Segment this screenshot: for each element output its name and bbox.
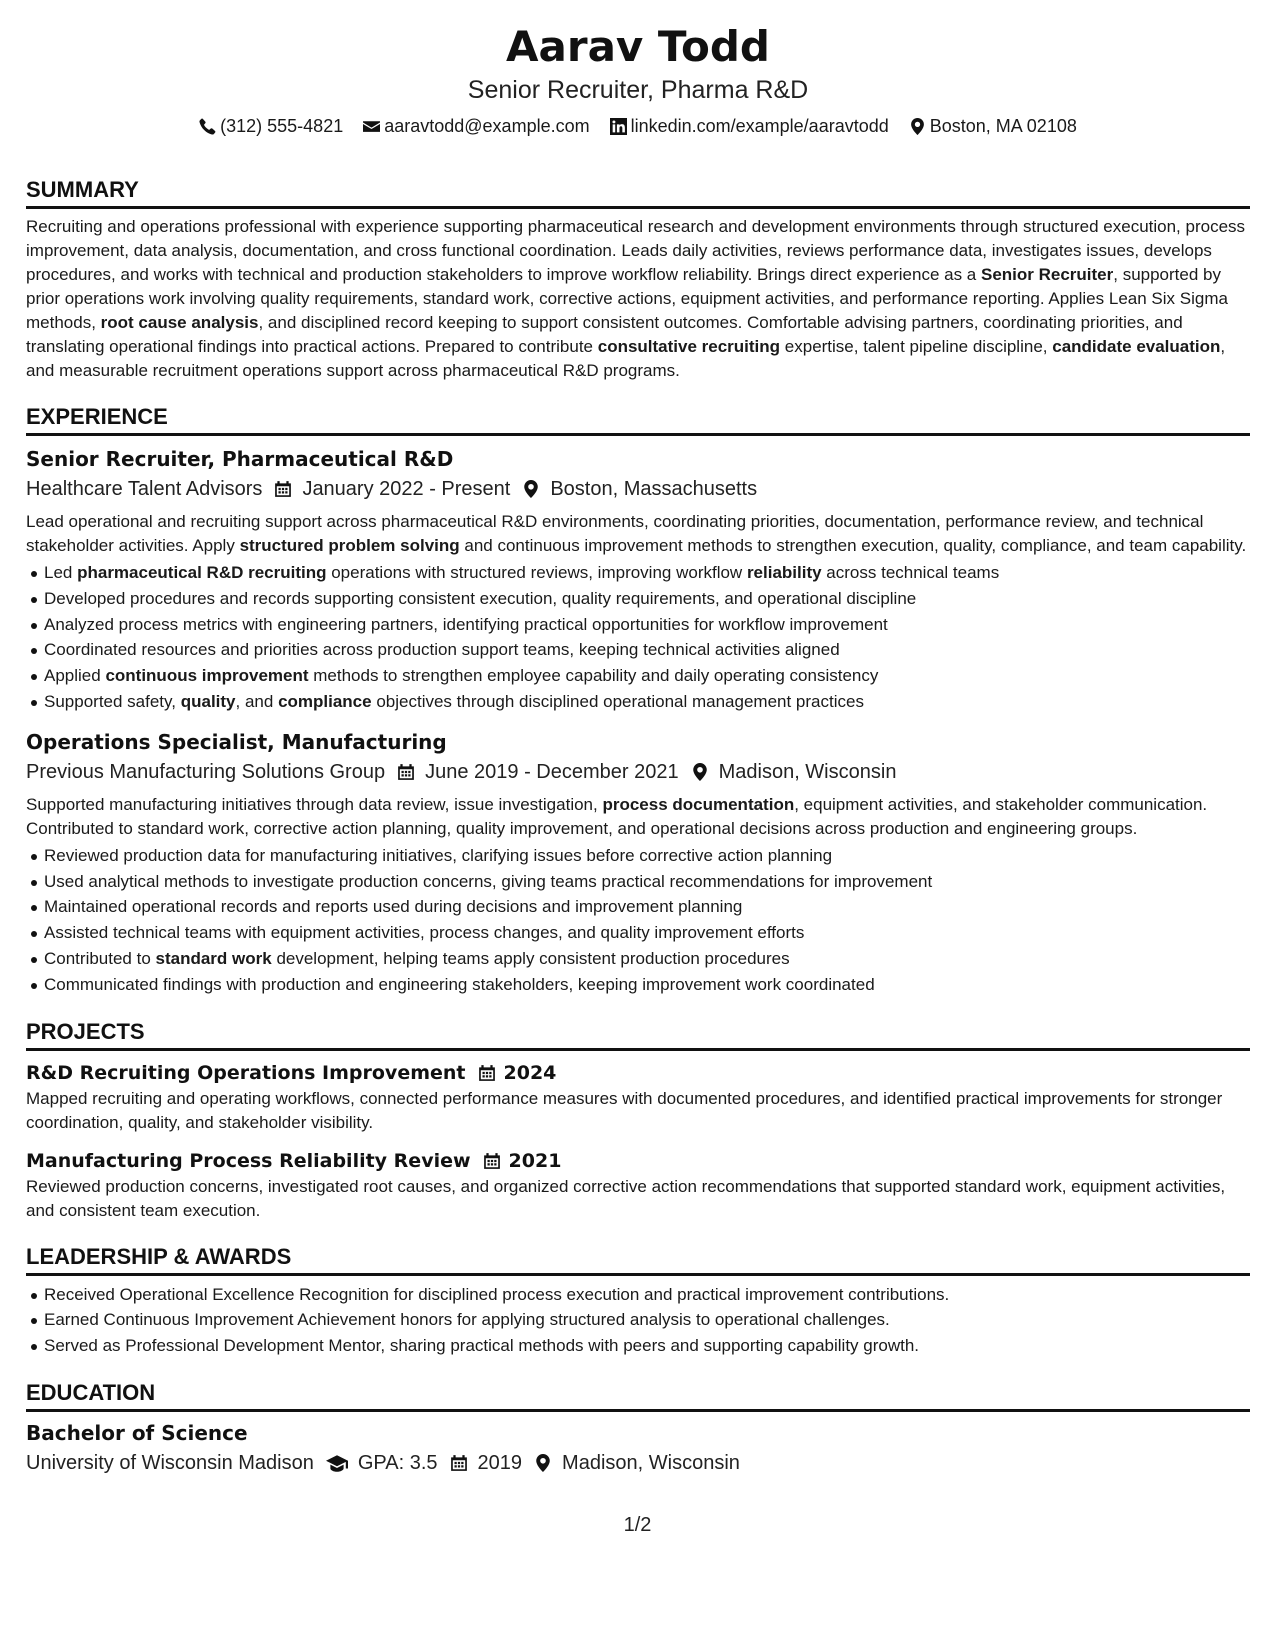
- project-description: Reviewed production concerns, investigated root causes, and organized corrective action recommendations that supported standard work, equipment activities, and consistent team execution.: [26, 1176, 1226, 1220]
- list-item: Maintained operational records and reports used during decisions and improvement planning: [44, 894, 1250, 920]
- job-bullets: [26, 560, 1250, 715]
- project-header: [26, 1059, 1250, 1087]
- list-item: Used analytical methods to investigate production concerns, giving teams practical recommendations for improvement: [44, 869, 1250, 895]
- job-title: Operations Specialist, Manufacturing: [26, 729, 447, 754]
- list-item: Served as Professional Development Mentor, sharing practical methods with peers and supporting capability growth.: [44, 1333, 1250, 1359]
- section-title-education: EDUCATION: [26, 1379, 1250, 1412]
- project-title: R&D Recruiting Operations Improvement: [26, 1061, 466, 1084]
- summary-text: Recruiting and operations professional with experience supporting pharmaceutical research and development environments through structured execution, process improvement, data analysis, documentation, and cross functional coordination. Leads daily activities, reviews performance data, investigates issues, develops procedures, and works with technical and production stakeholders to improve workflow reliability. Brings direct experience as a Senior Recruiter, supported by prior operations work involving quality requirements, standard work, corrective actions, equipment activities, and performance reporting. Applies Lean Six Sigma methods, root cause analysis, and disciplined record keeping to support consistent outcomes. Comfortable advising partners, coordinating priorities, and translating operational findings into practical actions. Prepared to contribute consultative recruiting expertise, talent pipeline discipline, candidate evaluation, and measurable recruitment operations support across pharmaceutical R&D programs.: [26, 217, 1246, 380]
- school-location: Madison, Wisconsin: [562, 1451, 740, 1474]
- job-entry: [26, 444, 1250, 715]
- resume-page: [26, 20, 1250, 1478]
- section-title-projects: PROJECTS: [26, 1018, 1250, 1051]
- job-bullets: [26, 843, 1250, 998]
- calendar-icon: [483, 1152, 501, 1170]
- map-pin-icon: [522, 480, 540, 498]
- list-item: Developed procedures and records supporting consistent execution, quality requirements, and operational discipline: [44, 586, 1250, 612]
- job-location: Boston, Massachusetts: [550, 478, 758, 500]
- candidate-name: Aarav Todd: [506, 22, 770, 71]
- job-description: Lead operational and recruiting support across pharmaceutical R&D environments, coordinating priorities, documentation, performance review, and technical stakeholder activities. Apply structured problem solving and continuous improvement methods to strengthen execution, quality, compliance, and team capability.: [26, 512, 1247, 555]
- emphasis-text: continuous improvement: [105, 666, 309, 686]
- gpa-text: GPA: 3.5: [357, 1451, 438, 1474]
- job-title: Senior Recruiter, Pharmaceutical R&D: [26, 447, 454, 471]
- list-item: Supported safety, quality, and compliance objectives through disciplined operational management practices: [44, 689, 1250, 715]
- job-meta: [26, 757, 1250, 787]
- calendar-icon: [478, 1064, 496, 1082]
- section-title-summary: SUMMARY: [26, 176, 1250, 209]
- contact-linkedin[interactable]: [610, 114, 889, 138]
- education-meta: [26, 1448, 1250, 1478]
- calendar-icon: [397, 763, 415, 781]
- experience-section: [26, 403, 1250, 998]
- list-item: Analyzed process metrics with engineering partners, identifying practical opportunities for workflow improvement: [44, 612, 1250, 638]
- emphasis-text: root cause analysis: [100, 313, 259, 332]
- linkedin-text: linkedin.com/example/aaravtodd: [630, 116, 889, 136]
- map-pin-icon: [909, 118, 926, 135]
- project-year: 2024: [503, 1061, 557, 1084]
- job-company: Previous Manufacturing Solutions Group: [26, 760, 386, 783]
- job-dates: January 2022 - Present: [302, 478, 511, 500]
- candidate-headline: Senior Recruiter, Pharma R&D: [467, 76, 809, 104]
- page-number: 1/2: [623, 1514, 652, 1536]
- projects-section: [26, 1018, 1250, 1223]
- contact-row: [26, 114, 1250, 138]
- list-item: Received Operational Excellence Recognition for disciplined process execution and practical improvement contributions.: [44, 1282, 1250, 1308]
- emphasis-text: quality: [180, 691, 236, 711]
- emphasis-text: pharmaceutical R&D recruiting: [77, 563, 327, 582]
- emphasis-text: standard work: [155, 948, 272, 968]
- list-item: Earned Continuous Improvement Achievement honors for applying structured analysis to operational challenges.: [44, 1307, 1250, 1333]
- project-header: [26, 1147, 1250, 1175]
- project-description: Mapped recruiting and operating workflows, connected performance measures with documented procedures, and identified practical improvements for stronger coordination, quality, and stakeholder visibility.: [26, 1088, 1223, 1132]
- graduation-year: 2019: [477, 1451, 523, 1474]
- emphasis-text: Senior Recruiter: [980, 265, 1114, 284]
- list-item: Communicated findings with production and engineering stakeholders, keeping improvement work coordinated: [44, 972, 1250, 998]
- graduation-cap-icon: [326, 1454, 348, 1472]
- calendar-icon: [274, 480, 292, 498]
- emphasis-text: consultative recruiting: [597, 337, 781, 356]
- emphasis-text: compliance: [278, 691, 372, 711]
- phone-text: (312) 555-4821: [220, 116, 344, 136]
- map-pin-icon: [534, 1454, 552, 1472]
- job-location: Madison, Wisconsin: [718, 760, 897, 783]
- section-title-leadership: LEADERSHIP & AWARDS: [26, 1243, 1250, 1276]
- leadership-bullets: [26, 1282, 1250, 1359]
- contact-phone[interactable]: [199, 114, 343, 138]
- education-section: [26, 1379, 1250, 1478]
- emphasis-text: reliability: [746, 563, 822, 582]
- job-entry: [26, 727, 1250, 998]
- leadership-section: [26, 1243, 1250, 1359]
- list-item: Contributed to standard work development, helping teams apply consistent production procedures: [44, 946, 1250, 972]
- section-title-experience: EXPERIENCE: [26, 403, 1250, 436]
- list-item: Applied continuous improvement methods to strengthen employee capability and daily operating consistency: [44, 663, 1250, 689]
- calendar-icon: [450, 1454, 468, 1472]
- job-meta: [26, 474, 1250, 504]
- project-title: Manufacturing Process Reliability Review: [26, 1149, 471, 1172]
- email-text: aaravtodd@example.com: [384, 116, 590, 136]
- job-company: Healthcare Talent Advisors: [26, 478, 263, 500]
- school-name: University of Wisconsin Madison: [26, 1451, 314, 1474]
- contact-email[interactable]: [363, 114, 589, 138]
- location-text: Boston, MA 02108: [929, 116, 1077, 136]
- project-entry: [26, 1059, 1250, 1135]
- emphasis-text: candidate evaluation: [1052, 337, 1221, 356]
- emphasis-text: structured problem solving: [239, 536, 460, 555]
- project-year: 2021: [508, 1149, 562, 1172]
- phone-icon: [199, 118, 216, 135]
- list-item: Assisted technical teams with equipment activities, process changes, and quality improvement efforts: [44, 920, 1250, 946]
- degree-title: Bachelor of Science: [26, 1420, 248, 1445]
- list-item: Reviewed production data for manufacturing initiatives, clarifying issues before corrective action planning: [44, 843, 1250, 869]
- emphasis-text: process documentation: [602, 794, 795, 814]
- summary-section: [26, 176, 1250, 383]
- linkedin-icon: [610, 118, 627, 135]
- map-pin-icon: [691, 763, 709, 781]
- contact-location: [909, 114, 1077, 138]
- job-dates: June 2019 - December 2021: [425, 760, 679, 783]
- job-description: Supported manufacturing initiatives through data review, issue investigation, process documentation, equipment activities, and stakeholder communication. Contributed to standard work, corrective action planning, quality improvement, and operational decisions across production and engineering groups.: [26, 794, 1208, 838]
- project-entry: [26, 1147, 1250, 1223]
- envelope-icon: [363, 118, 380, 135]
- list-item: Coordinated resources and priorities across production support teams, keeping technical activities aligned: [44, 637, 1250, 663]
- list-item: Led pharmaceutical R&D recruiting operations with structured reviews, improving workflow reliability across technical teams: [44, 560, 1250, 586]
